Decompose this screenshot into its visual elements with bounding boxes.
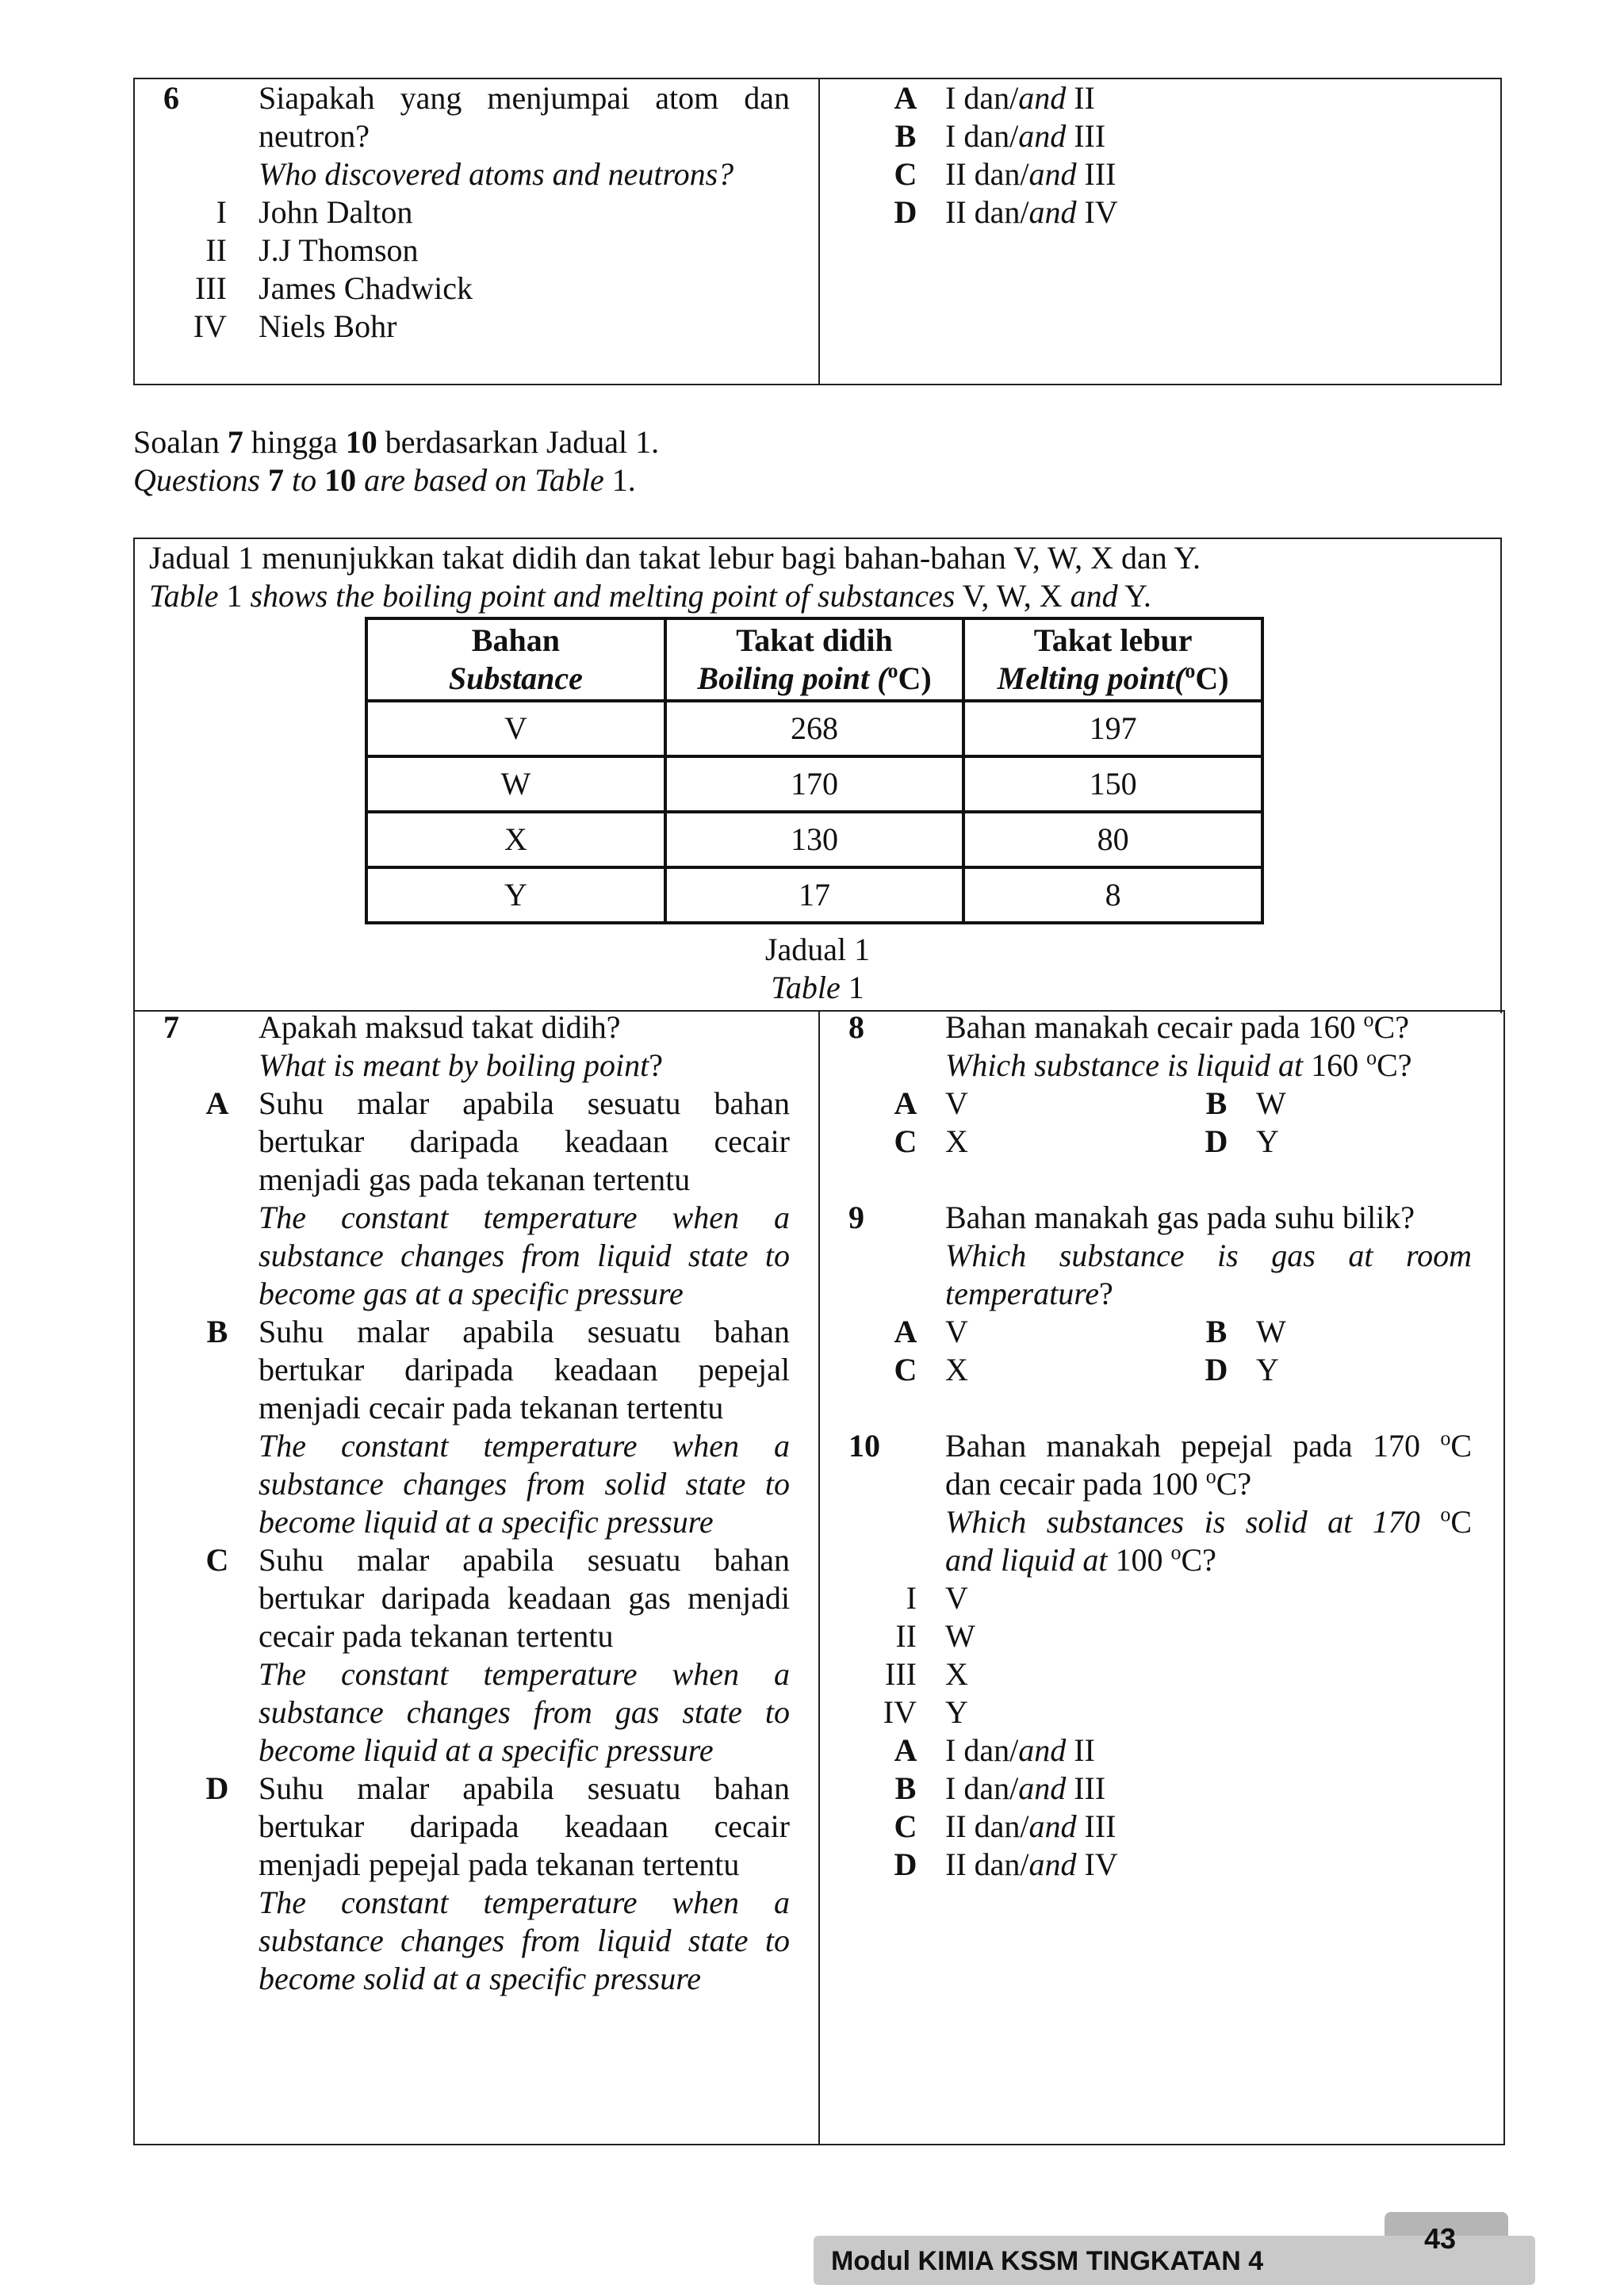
question-6-divider <box>818 78 820 385</box>
question-6-stem-ms: Siapakah yang menjumpai atom dan <box>259 80 790 116</box>
q10-option-text: I dan/and II <box>945 1732 1095 1768</box>
q10-item-num: II <box>895 1618 917 1654</box>
header-boiling-point: Takat didih Boiling point ($^o$C) <box>665 618 964 701</box>
table-header-row <box>366 618 1262 701</box>
q10-item-text: V <box>945 1580 968 1616</box>
q6-option-letter: D <box>894 194 917 230</box>
q7-option-letter: C <box>205 1542 229 1578</box>
table-1 <box>365 617 1264 924</box>
q10-option-letter: C <box>894 1808 917 1844</box>
cell-melting: 197 <box>963 701 1262 756</box>
header-melting-point: Takat lebur Melting point($^o$C) <box>963 618 1262 701</box>
q10-option-letter: A <box>894 1732 917 1768</box>
table-1-caption-en: Table 1 <box>771 970 864 1005</box>
q10-item-text: Y <box>945 1694 968 1730</box>
q7-option-a-text: Suhu malar apabila sesuatu bahan bertukar daripada keadaan cecair menjadi gas pada tekanan tertentu The constant temperature when a substance changes from liquid state to become gas at a specific pressure <box>259 1085 790 1311</box>
q9-option-text: Y <box>1256 1352 1279 1387</box>
question-10-stem-en-cont: and liquid at 100 $^o$C? <box>945 1540 1216 1578</box>
cell-melting: 80 <box>963 812 1262 867</box>
q10-item-text: X <box>945 1656 968 1692</box>
q6-item-num: IV <box>193 308 227 344</box>
q6-item-text: John Dalton <box>259 194 413 230</box>
q8-option-letter: A <box>894 1085 917 1121</box>
q8-option-text: X <box>945 1123 968 1159</box>
q7-option-d-text: Suhu malar apabila sesuatu bahan bertukar daripada keadaan cecair menjadi pepejal pada tekanan tertentu The constant temperature when a substance changes from liquid state to become solid at a specific pressure <box>259 1770 790 1996</box>
q9-option-text: X <box>945 1352 968 1387</box>
q9-option-letter: D <box>1205 1352 1228 1387</box>
intro-en: Questions 7 to 10 are based on Table 1. <box>133 462 636 498</box>
cell-boiling: 130 <box>665 812 964 867</box>
question-10-stem-en: Which substances is solid at 170 $^o$C <box>945 1502 1472 1540</box>
questions-divider <box>818 1010 820 2145</box>
q8-option-letter: D <box>1205 1123 1228 1159</box>
q8-option-text: Y <box>1256 1123 1279 1159</box>
question-9-stem-en-cont: temperature? <box>945 1276 1113 1311</box>
question-10-stem-ms: Bahan manakah pepejal pada 170 $^o$C <box>945 1426 1472 1464</box>
q6-option-letter: B <box>894 118 917 154</box>
question-7-number: 7 <box>163 1009 179 1045</box>
q10-item-num: III <box>885 1656 917 1692</box>
q6-option-text: II dan/and III <box>945 156 1116 192</box>
cell-boiling: 170 <box>665 756 964 812</box>
question-9-stem-en: Which substance is gas at room <box>945 1238 1472 1273</box>
question-6-stem-ms-cont: neutron? <box>259 118 370 154</box>
question-9-number: 9 <box>848 1200 864 1235</box>
q10-option-letter: D <box>894 1846 917 1882</box>
q6-item-num: II <box>205 232 227 268</box>
cell-substance: X <box>366 812 665 867</box>
q6-item-num: III <box>195 270 227 306</box>
question-8-stem-ms: Bahan manakah cecair pada 160 $^o$C? <box>945 1008 1409 1045</box>
q10-item-num: IV <box>883 1694 917 1730</box>
q9-option-letter: B <box>1205 1314 1228 1349</box>
question-10-number: 10 <box>848 1428 880 1464</box>
question-7-stem-ms: Apakah maksud takat didih? <box>259 1009 621 1045</box>
q8-option-letter: B <box>1205 1085 1228 1121</box>
table-1-description-ms: Jadual 1 menunjukkan takat didih dan takat lebur bagi bahan-bahan V, W, X dan Y. <box>149 540 1201 576</box>
table-row <box>366 812 1262 867</box>
cell-melting: 8 <box>963 867 1262 923</box>
table-1-description-en: Table 1 shows the boiling point and melting point of substances V, W, X and Y. <box>149 578 1151 614</box>
question-8-number: 8 <box>848 1009 864 1045</box>
header-substance: Bahan Substance <box>366 618 665 701</box>
q10-option-letter: B <box>894 1770 917 1806</box>
q10-item-text: W <box>945 1618 975 1654</box>
page-number: 43 <box>1423 2222 1457 2255</box>
cell-boiling: 17 <box>665 867 964 923</box>
q10-option-text: I dan/and III <box>945 1770 1106 1806</box>
q6-item-text: James Chadwick <box>259 270 473 306</box>
q6-option-text: II dan/and IV <box>945 194 1118 230</box>
q9-option-text: V <box>945 1314 968 1349</box>
question-6-stem-en: Who discovered atoms and neutrons? <box>259 156 734 192</box>
q6-item-text: J.J Thomson <box>259 232 419 268</box>
q6-item-num: I <box>216 194 227 230</box>
question-7-stem-en: What is meant by boiling point? <box>259 1047 663 1083</box>
question-9-stem-ms: Bahan manakah gas pada suhu bilik? <box>945 1200 1415 1235</box>
q10-item-num: I <box>906 1580 917 1616</box>
q7-option-letter: D <box>205 1770 229 1806</box>
q7-option-letter: A <box>205 1085 229 1121</box>
q6-option-text: I dan/and III <box>945 118 1106 154</box>
cell-substance: Y <box>366 867 665 923</box>
q6-option-text: I dan/and II <box>945 80 1095 116</box>
cell-boiling: 268 <box>665 701 964 756</box>
q6-option-letter: C <box>894 156 917 192</box>
q7-option-b-text: Suhu malar apabila sesuatu bahan bertukar daripada keadaan pepejal menjadi cecair pada tekanan tertentu The constant temperature when a substance changes from solid state to become liquid at a specific pressure <box>259 1314 790 1540</box>
table-row <box>366 701 1262 756</box>
cell-substance: V <box>366 701 665 756</box>
table-row <box>366 867 1262 923</box>
q10-option-text: II dan/and IV <box>945 1846 1118 1882</box>
table-row <box>366 756 1262 812</box>
q6-option-letter: A <box>894 80 917 116</box>
q9-option-letter: A <box>894 1314 917 1349</box>
q7-option-letter: B <box>206 1314 228 1349</box>
cell-substance: W <box>366 756 665 812</box>
q8-option-text: W <box>1256 1085 1286 1121</box>
q9-option-text: W <box>1256 1314 1286 1349</box>
q7-option-c-text: Suhu malar apabila sesuatu bahan bertukar daripada keadaan gas menjadi cecair pada tekanan tertentu The constant temperature when a substance changes from gas state to become liquid at a specific pressure <box>259 1542 790 1768</box>
table-1-caption-ms: Jadual 1 <box>764 932 871 967</box>
intro-ms: Soalan 7 hingga 10 berdasarkan Jadual 1. <box>133 424 660 460</box>
footer-module-title: Modul KIMIA KSSM TINGKATAN 4 <box>831 2246 1264 2276</box>
question-8-stem-en: Which substance is liquid at 160 $^o$C? <box>945 1046 1412 1083</box>
q8-option-text: V <box>945 1085 968 1121</box>
q9-option-letter: C <box>894 1352 917 1387</box>
q10-option-text: II dan/and III <box>945 1808 1116 1844</box>
question-6-number: 6 <box>163 80 179 116</box>
cell-melting: 150 <box>963 756 1262 812</box>
q6-item-text: Niels Bohr <box>259 308 397 344</box>
q8-option-letter: C <box>894 1123 917 1159</box>
question-10-stem-ms-cont: dan cecair pada 100 $^o$C? <box>945 1464 1252 1502</box>
